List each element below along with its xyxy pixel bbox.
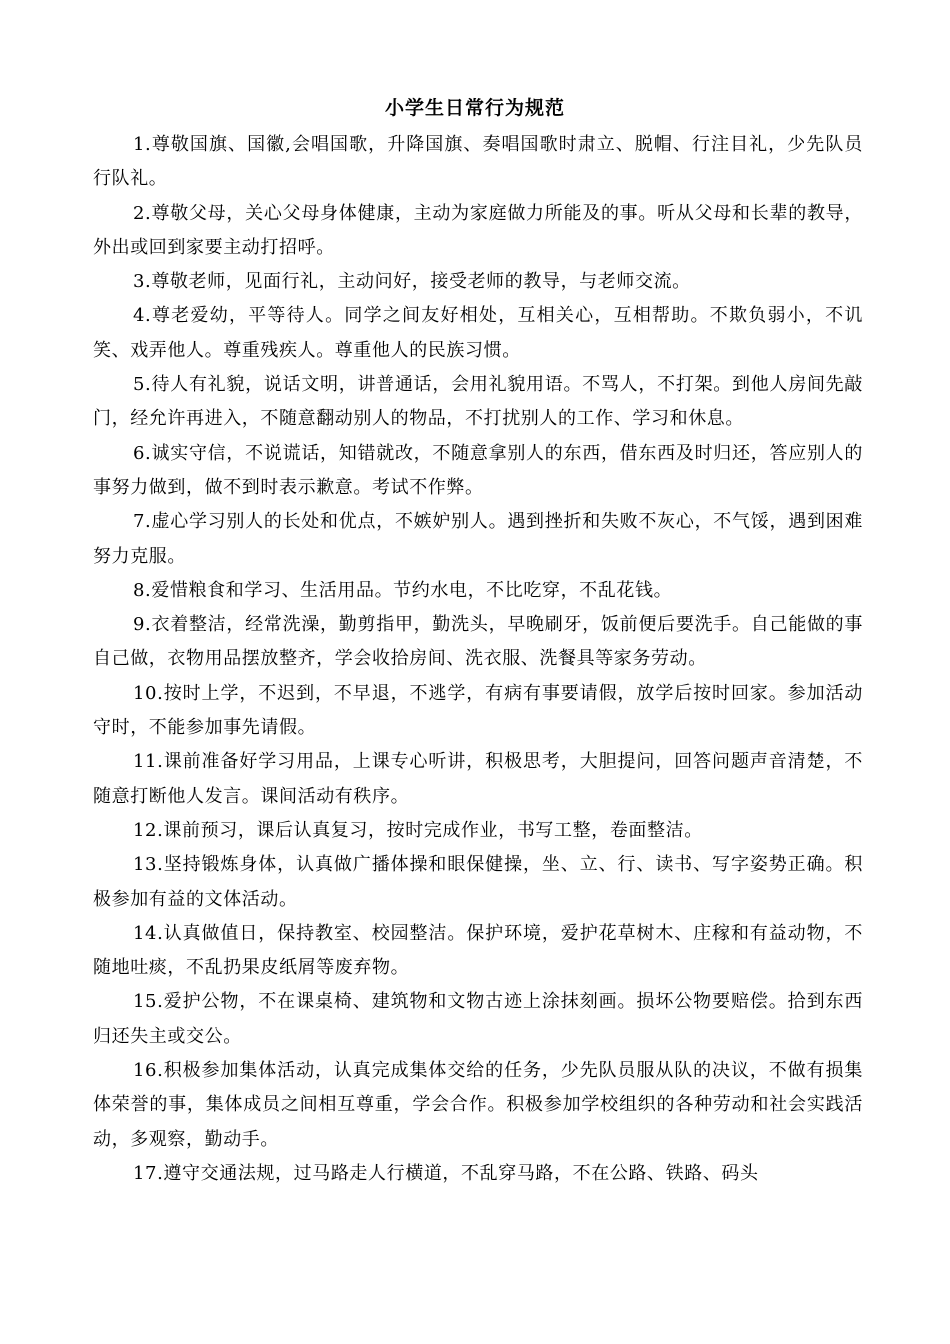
rule-item-7: 7.虚心学习别人的长处和优点，不嫉妒别人。遇到挫折和失败不灰心，不气馁，遇到困难努力克服。 <box>93 511 863 567</box>
rule-item-16: 16.积极参加集体活动，认真完成集体交给的任务，少先队员服从队的决议，不做有损集体荣誉的事，集体成员之间相互尊重，学会合作。积极参加学校组织的各种劳动和社会实践活动，多观察，勤动手。 <box>93 1060 863 1150</box>
rules-list <box>93 128 863 1191</box>
rule-item-13: 13.坚持锻炼身体，认真做广播体操和眼保健操，坐、立、行、读书、写字姿势正确。积极参加有益的文体活动。 <box>93 854 863 910</box>
rule-item-8: 8.爱惜粮食和学习、生活用品。节约水电，不比吃穿，不乱花钱。 <box>133 579 673 601</box>
rule-item-2: 2.尊敬父母，关心父母身体健康，主动为家庭做力所能及的事。听从父母和长辈的教导，外出或回到家要主动打招呼。 <box>93 202 863 258</box>
rule-item-3: 3.尊敬老师，见面行礼，主动问好，接受老师的教导，与老师交流。 <box>133 271 691 293</box>
rule-item-14: 14.认真做值日，保持教室、校园整洁。保护环境，爱护花草树木、庄稼和有益动物，不随地吐痰，不乱扔果皮纸屑等废弃物。 <box>93 922 863 979</box>
document-title: 小学生日常行为规范 <box>384 97 565 119</box>
rule-item-4: 4.尊老爱幼，平等待人。同学之间友好相处，互相关心，互相帮助。不欺负弱小，不讥笑、戏弄他人。尊重残疾人。尊重他人的民族习惯。 <box>93 305 863 361</box>
rule-item-12: 12.课前预习，课后认真复习，按时完成作业，书写工整，卷面整洁。 <box>133 819 703 841</box>
rule-item-10: 10.按时上学，不迟到，不早退，不逃学，有病有事要请假，放学后按时回家。参加活动守时，不能参加事先请假。 <box>93 682 863 739</box>
rule-item-6: 6.诚实守信，不说谎话，知错就改，不随意拿别人的东西，借东西及时归还，答应别人的事努力做到，做不到时表示歉意。考试不作弊。 <box>93 442 863 498</box>
rule-item-17: 17.遵守交通法规，过马路走人行横道，不乱穿马路，不在公路、铁路、码头 <box>133 1162 759 1184</box>
rule-item-9: 9.衣着整洁，经常洗澡，勤剪指甲，勤洗头，早晚刷牙，饭前便后要洗手。自己能做的事自己做，衣物用品摆放整齐，学会收拾房间、洗衣服、洗餐具等家务劳动。 <box>93 614 863 670</box>
rule-item-15: 15.爱护公物，不在课桌椅、建筑物和文物古迹上涂抹刻画。损坏公物要赔偿。拾到东西归还失主或交公。 <box>93 991 863 1047</box>
rule-item-5: 5.待人有礼貌，说话文明，讲普通话，会用礼貌用语。不骂人，不打架。到他人房间先敲门，经允许再进入，不随意翻动别人的物品，不打扰别人的工作、学习和休息。 <box>93 374 863 430</box>
rule-item-11: 11.课前准备好学习用品，上课专心听讲，积极思考，大胆提问，回答问题声音清楚，不随意打断他人发言。课间活动有秩序。 <box>93 751 863 807</box>
rule-item-1: 1.尊敬国旗、国徽,会唱国歌，升降国旗、奏唱国歌时肃立、脱帽、行注目礼，少先队员行队礼。 <box>93 134 863 190</box>
